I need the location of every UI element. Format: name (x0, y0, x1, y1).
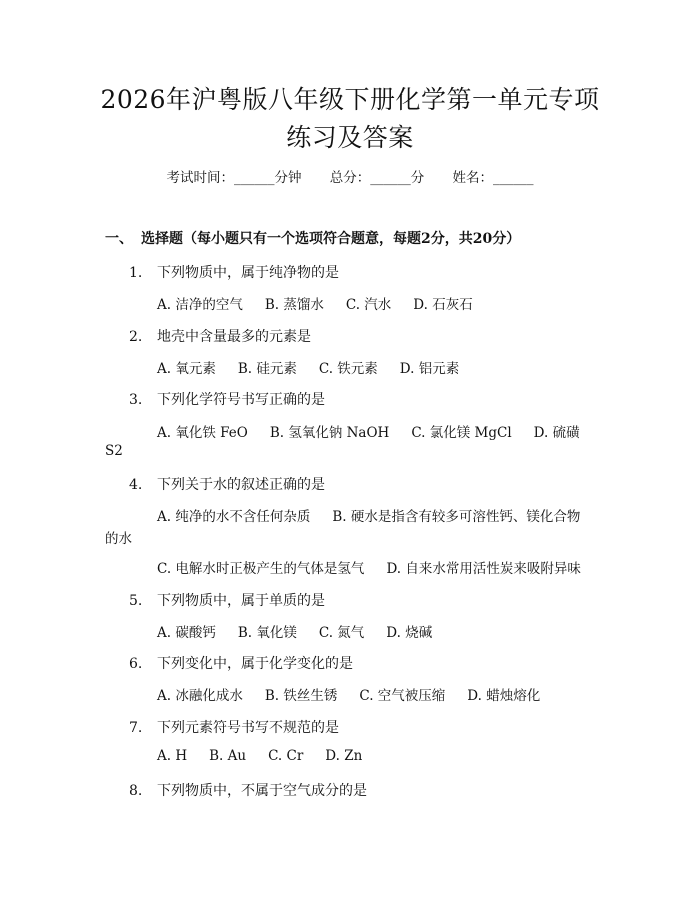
question-2 (129, 326, 311, 346)
option: B. 氢氧化钠 NaOH (269, 425, 390, 441)
option: D. 蜡烛熔化 (467, 688, 541, 704)
question-5 (129, 590, 325, 610)
option: A. H (157, 748, 188, 764)
question-text: 下列关于水的叙述正确的是 (157, 477, 325, 493)
question-text: 下列化学符号书写正确的是 (157, 392, 325, 408)
question-text: 下列物质中，不属于空气成分的是 (157, 783, 367, 799)
question-number: 8. (129, 783, 143, 799)
question-4-options-2 (157, 557, 581, 577)
option: B. 氧化镁 (237, 625, 297, 641)
question-text: 下列元素符号书写不规范的是 (157, 720, 339, 736)
option: D. 自来水常用活性炭来吸附异味 (386, 561, 581, 577)
question-text: 下列物质中，属于单质的是 (157, 593, 325, 609)
question-number: 3. (129, 392, 143, 408)
question-number: 1. (129, 265, 143, 281)
question-5-options (157, 621, 454, 641)
question-4-options (157, 505, 580, 525)
section-heading (105, 228, 665, 248)
option: B. 硅元素 (237, 361, 297, 377)
option: D. 烧碱 (386, 625, 433, 641)
question-4 (129, 474, 325, 494)
question-text: 地壳中含量最多的元素是 (157, 329, 311, 345)
option: A. 氧元素 (157, 361, 216, 377)
option: C. Cr (268, 748, 304, 764)
option: D. Zn (325, 748, 363, 764)
question-7-options (157, 748, 384, 764)
question-3-options (157, 421, 580, 441)
question-6 (129, 653, 353, 673)
option: A. 洁净的空气 (157, 297, 243, 313)
exam-score: 总分：______分 (329, 170, 425, 186)
question-number: 6. (129, 656, 143, 672)
option: C. 铁元素 (318, 361, 378, 377)
option: C. 空气被压缩 (359, 688, 446, 704)
exam-info (0, 166, 700, 186)
question-text: 下列变化中，属于化学变化的是 (157, 656, 353, 672)
option: A. 冰融化成水 (157, 688, 243, 704)
option: A. 碳酸钙 (157, 625, 216, 641)
question-text: 下列物质中，属于纯净物的是 (157, 265, 339, 281)
option: D. 硫磺 (533, 425, 580, 441)
question-2-options (157, 357, 481, 377)
option: B. 铁丝生锈 (264, 688, 338, 704)
option: C. 汽水 (345, 297, 392, 313)
doc-title-line1: 2026年沪粤版八年级下册化学第一单元专项 (100, 85, 600, 114)
option: B. Au (209, 748, 247, 764)
question-7 (129, 717, 339, 737)
question-number: 2. (129, 329, 143, 345)
section-title: 选择题（每小题只有一个选项符合题意，每题2分，共20分） (141, 231, 521, 247)
question-1-options (157, 293, 495, 313)
question-4-wrap: 的水 (105, 531, 132, 547)
option: D. 铝元素 (399, 361, 460, 377)
option: C. 电解水时正极产生的气体是氢气 (157, 561, 365, 577)
option: D. 石灰石 (413, 297, 473, 313)
question-3 (129, 389, 325, 409)
question-6-options (157, 684, 562, 704)
question-number: 4. (129, 477, 143, 493)
option: B. 蒸馏水 (264, 297, 324, 313)
option: A. 氧化铁 FeO (157, 425, 248, 441)
exam-name: 姓名：______ (452, 170, 534, 186)
option: A. 纯净的水不含任何杂质 (157, 509, 311, 525)
question-number: 5. (129, 593, 143, 609)
question-3-wrap: S2 (105, 443, 123, 459)
section-number: 一、 (105, 231, 133, 247)
question-number: 7. (129, 720, 143, 736)
doc-title-line2: 练习及答案 (286, 123, 414, 152)
option: C. 氯化镁 MgCl (411, 425, 512, 441)
exam-time: 考试时间：______分钟 (166, 170, 302, 186)
option: B. 硬水是指含有较多可溶性钙、镁化合物 (332, 509, 581, 525)
option: C. 氮气 (318, 625, 365, 641)
question-8 (129, 780, 367, 800)
question-1 (129, 262, 339, 282)
